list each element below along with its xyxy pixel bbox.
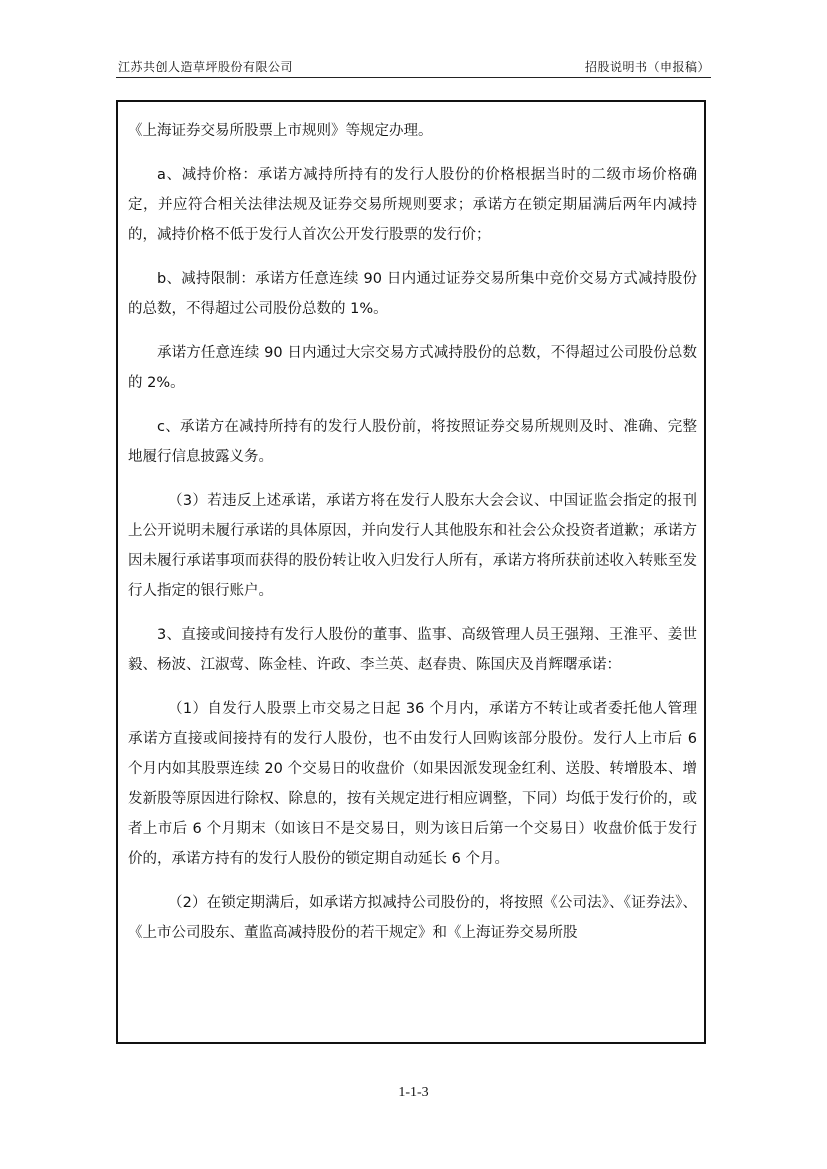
paragraph-post-lockup-reduction: （2）在锁定期满后，如承诺方拟减持公司股份的，将按照《公司法》、《证券法》、《上市公司股东、董监高减持股份的若干规定》和《上海证券交易所股	[128, 895, 697, 941]
header-document-title: 招股说明书（申报稿）	[584, 60, 710, 74]
paragraph-reduction-limit: b、减持限制：承诺方任意连续 90 日内通过证券交易所集中竞价交易方式减持股份的总数，不得超过公司股份总数的 1%。	[128, 271, 697, 317]
header-company-name: 江苏共创人造草坪股份有限公司	[118, 60, 294, 74]
page-number: 1-1-3	[398, 1085, 429, 1100]
paragraph-lockup-period: （1）自发行人股票上市交易之日起 36 个月内，承诺方不转让或者委托他人管理承诺方直接或间接持有的发行人股份，也不由发行人回购该部分股份。发行人上市后 6 个月内如其股票连续 20 个交易日的收盘价（如果因派发现金红利、送股、转增股本、增发新股等原因进行除权、除息的，按有关规定进行相应调整，下同）均低于发行价的，或者上市后 6 个月期末（如该日不是交易日，则为该日后第一个交易日）收盘价低于发行价的，承诺方持有的发行人股份的锁定期自动延长 6 个月。	[128, 701, 697, 867]
paragraph-breach-commitment: （3）若违反上述承诺，承诺方将在发行人股东大会会议、中国证监会指定的报刊上公开说明未履行承诺的具体原因，并向发行人其他股东和社会公众投资者道歉；承诺方因未履行承诺事项而获得的股份转让收入归发行人所有，承诺方将所获前述收入转账至发行人指定的银行账户。	[128, 493, 697, 599]
content-frame	[116, 100, 706, 1044]
header-divider	[116, 77, 711, 78]
paragraph-rules-continuation: 《上海证券交易所股票上市规则》等规定办理。	[128, 123, 433, 139]
paragraph-reduction-price: a、减持价格：承诺方减持所持有的发行人股份的价格根据当时的二级市场价格确定，并应符合相关法律法规及证券交易所规则要求；承诺方在锁定期届满后两年内减持的，减持价格不低于发行人首次公开发行股票的发行价；	[128, 167, 697, 243]
paragraph-directors-commitment: 3、直接或间接持有发行人股份的董事、监事、高级管理人员王强翔、王淮平、姜世毅、杨波、江淑莺、陈金桂、许政、李兰英、赵春贵、陈国庆及肖辉曙承诺：	[128, 627, 697, 673]
paragraph-block-trade-limit: 承诺方任意连续 90 日内通过大宗交易方式减持股份的总数，不得超过公司股份总数的 2%。	[128, 345, 697, 391]
paragraph-disclosure: c、承诺方在减持所持有的发行人股份前，将按照证券交易所规则及时、准确、完整地履行信息披露义务。	[128, 419, 697, 465]
